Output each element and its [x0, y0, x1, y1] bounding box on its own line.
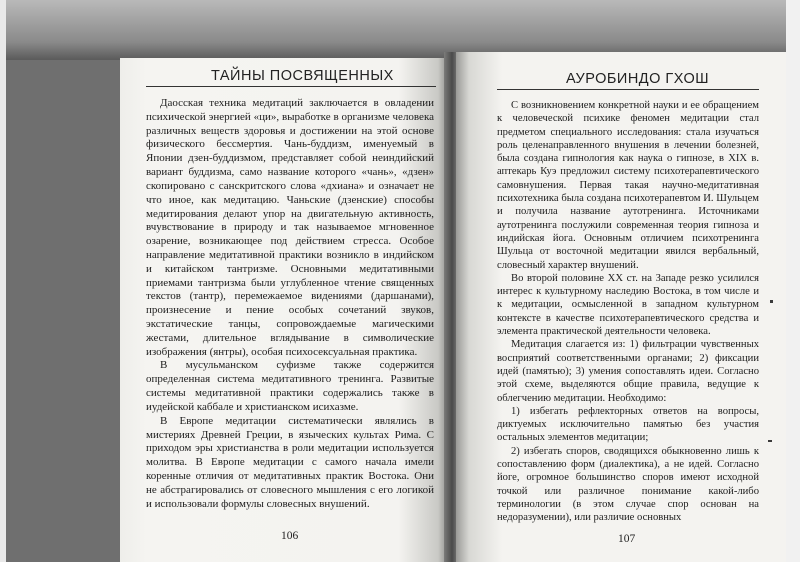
scan-edge-right [786, 0, 800, 562]
paragraph: Во второй половине XX ст. на Западе резко усилился интерес к культурному наследию Востока, в том числе и к медитации, осмысленной в западном культурном контексте в качестве психотерапевтического средства и элемента практической деятельности человека. [497, 272, 759, 338]
left-header-rule [146, 86, 436, 87]
paragraph: Медитация слагается из: 1) фильтрации чувственных восприятий соответственными органами; 2) фиксации идей (памятью); 3) умения сопоставлять идеи. Согласно этой схеме, выделяются общие правила, ведущие к облегчению медитации. Необходимо: [497, 339, 759, 404]
left-page-text [146, 97, 434, 511]
right-running-head: АУРОБИНДО ГХОШ [566, 71, 710, 87]
scan-background-top [0, 0, 800, 60]
scan-edge-left [0, 0, 6, 562]
right-page-number: 107 [618, 533, 636, 545]
left-page-number: 106 [281, 530, 299, 542]
scan-speck [770, 300, 773, 303]
paragraph: Даосская техника медитаций заключается в овладении психической энергией «ци», выработке в организме человека различных веществ здоровья и достижении на этой основе физического бессмертия. Чань-буддизм, именуемый в Японии дзен-буддизмом, представляет собой неиндийский вариант буддизма, само название которого «чань», «дзен» скопировано с санскритского слова «дхиана» и означает не что иное, как медитацию. Чаньские (дзенские) способы медитирования делают упор на двигательную активность, вчувствование в природу и так называемое мгновенное озарение, возникающее под действием стресса. Особое направление медитативной практики возникло в индийском и китайском тантризме. Основными медитативными приемами тантризма были углубленное чтение священных текстов (тантр), перемежаемое видениями (даршанами), произнесение и пение особых сочетаний звуков, экстатические танцы, сопровождаемые магическими жестами, длительное вглядывание в символические изображения (янтры), особая психосексуальная практика. [146, 97, 434, 358]
paragraph: 1) избегать рефлекторных ответов на вопросы, диктуемых исключительно памятью без участия остальных элементов медитации; [497, 405, 759, 444]
right-page-text [497, 99, 759, 525]
paragraph: С возникновением конкретной науки и ее обращением к человеческой психике феномен медитации стал предметом специального исследования: стала изучаться роль целенаправленного внушения в лечении болезней, была создана гипнология как наука о гипнозе, в XIX в. аптекарь Куэ предложил систему психотерапевтического самовнушения. Первая такая научно-медитативная психотехника была создана психотерапевтом И. Шульцем и получила название аутотренинга. Источниками аутотренинга послужили современная теория гипноза и индийская йога. Основным отличием психотренинга Шульца от восточной медитации явился вербальный, словесный характер внушений. [497, 100, 759, 271]
paragraph: 2) избегать споров, сводящихся обыкновенно лишь к сопоставлению форм (диалектика), а не идей. Согласно йоге, огромное большинство споров имеют исходной точкой или различное понимание какой-либо терминологии (в этом случае спор основан на недоразумении), или различие основных [497, 445, 759, 524]
scan-speck [768, 440, 772, 442]
left-running-head: ТАЙНЫ ПОСВЯЩЕННЫХ [211, 68, 394, 84]
paragraph: В мусульманском суфизме также содержится определенная система медитативного тренинга. Развитые системы медитативной практики содержались также в иудейской каббале и христианском исихазме. [146, 359, 434, 413]
paragraph: В Европе медитации систематически являлись в мистериях Древней Греции, в языческих культах Рима. С приходом эры христианства в роли медитации используется молитва. В Европе медитации с самого начала имели коренные отличия от медитативных практик Востока. Они не абстрагировались от словесного мышления с его логикой и использовали формулы словесных внушений. [146, 414, 434, 510]
right-header-rule [497, 89, 759, 90]
